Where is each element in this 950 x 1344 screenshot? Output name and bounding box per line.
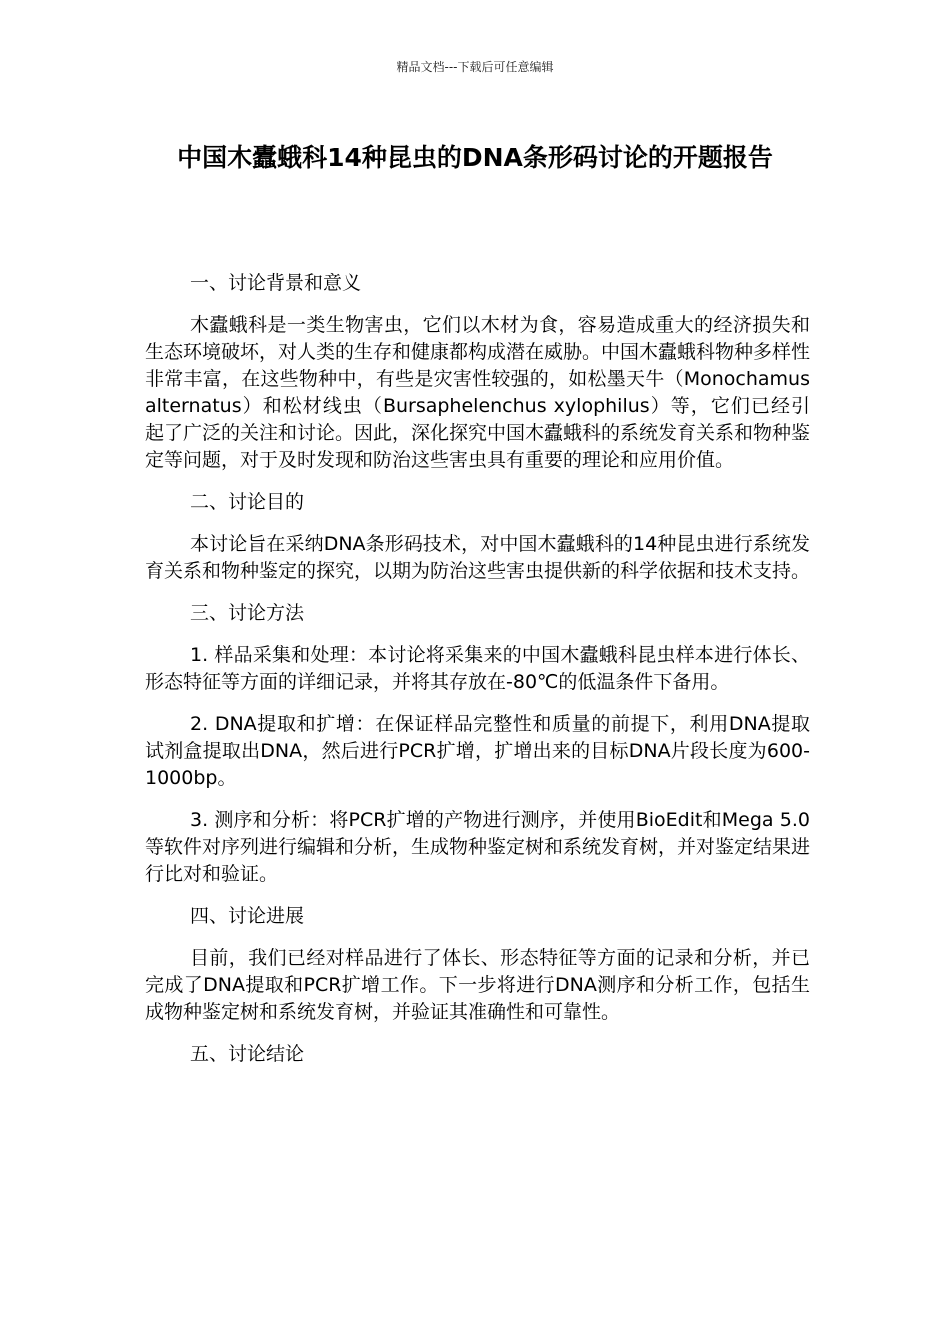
paragraph-background: 木蠹蛾科是一类生物害虫，它们以木材为食，容易造成重大的经济损失和生态环境破坏，对人类的生存和健康都构成潜在威胁。中国木蠹蛾科物种多样性非常丰富，在这些物种中，有些是灾害性较强的，如松墨天牛（Monochamus alternatus）和松材线虫（Bursaphelenchus xylophilus）等，它们已经引起了广泛的关注和讨论。因此，深化探究中国木蠹蛾科的系统发育关系和物种鉴定等问题，对于及时发现和防治这些害虫具有重要的理论和应用价值。 [145, 314, 811, 471]
section-heading-purpose: 二、讨论目的 [190, 491, 305, 513]
paragraph-progress: 目前，我们已经对样品进行了体长、形态特征等方面的记录和分析，并已完成了DNA提取和PCR扩增工作。下一步将进行DNA测序和分析工作，包括生成物种鉴定树和系统发育树，并验证其准确性和可靠性。 [145, 947, 810, 1023]
paragraph-method-sampling: 1. 样品采集和处理：本讨论将采集来的中国木蠹蛾科昆虫样本进行体长、形态特征等方面的详细记录，并将其存放在-80℃的低温条件下备用。 [145, 644, 810, 693]
paragraph-purpose: 本讨论旨在采纳DNA条形码技术，对中国木蠹蛾科的14种昆虫进行系统发育关系和物种鉴定的探究，以期为防治这些害虫提供新的科学依据和技术支持。 [145, 533, 811, 582]
paragraph-method-dna-extraction: 2. DNA提取和扩增：在保证样品完整性和质量的前提下，利用DNA提取试剂盒提取出DNA，然后进行PCR扩增，扩增出来的目标DNA片段长度为600-1000bp。 [145, 713, 810, 789]
document-body [145, 270, 810, 1083]
section-heading-progress: 四、讨论进展 [190, 905, 305, 927]
page-header-note: 精品文档---下载后可任意编辑 [396, 60, 554, 74]
section-heading-methods: 三、讨论方法 [190, 602, 305, 624]
document-title: 中国木蠹蛾科14种昆虫的DNA条形码讨论的开题报告 [177, 143, 773, 172]
section-heading-conclusion: 五、讨论结论 [190, 1043, 305, 1065]
section-heading-background: 一、讨论背景和意义 [190, 272, 362, 294]
paragraph-method-sequencing: 3. 测序和分析：将PCR扩增的产物进行测序，并使用BioEdit和Mega 5.0等软件对序列进行编辑和分析，生成物种鉴定树和系统发育树，并对鉴定结果进行比对和验证。 [145, 809, 811, 885]
